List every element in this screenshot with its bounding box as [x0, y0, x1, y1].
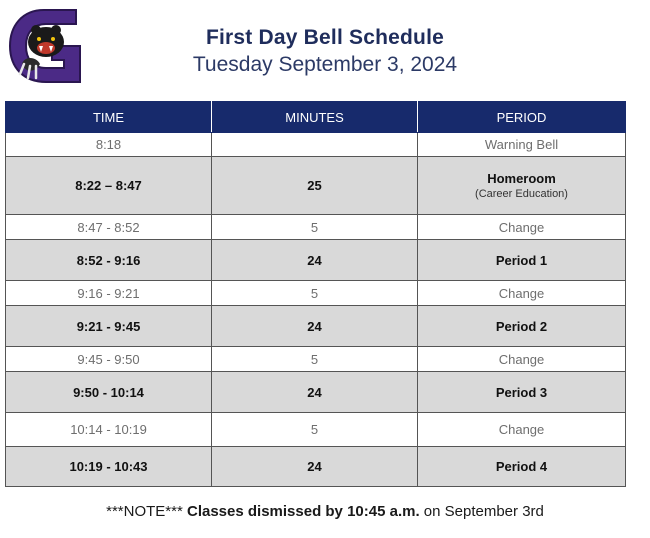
period-label: Homeroom: [487, 171, 556, 186]
time-cell: 8:52 - 9:16: [6, 240, 212, 281]
time-cell: 9:45 - 9:50: [6, 347, 212, 372]
period-cell: [418, 347, 626, 372]
minutes-cell: 24: [212, 372, 418, 413]
period-label: Period 2: [495, 318, 548, 334]
table-header-row: [6, 102, 626, 133]
minutes-cell: 24: [212, 306, 418, 347]
table-row: [6, 447, 626, 487]
table-row: [6, 215, 626, 240]
minutes-cell: 5: [212, 215, 418, 240]
note-prefix: ***NOTE***: [106, 503, 183, 520]
period-cell: [418, 157, 626, 215]
table-row: [6, 347, 626, 372]
minutes-cell: 24: [212, 240, 418, 281]
minutes-cell: 24: [212, 447, 418, 487]
minutes-cell: [212, 133, 418, 157]
dismissal-note: [0, 503, 650, 520]
period-cell: [418, 215, 626, 240]
period-cell: [418, 413, 626, 447]
column-header-minutes: MINUTES: [212, 102, 418, 133]
time-cell: 9:50 - 10:14: [6, 372, 212, 413]
time-cell: 10:14 - 10:19: [6, 413, 212, 447]
period-label: Change: [498, 285, 545, 301]
table-row: [6, 306, 626, 347]
table-row: [6, 240, 626, 281]
note-bold-text: Classes dismissed by 10:45 a.m.: [186, 503, 420, 520]
period-cell: [418, 281, 626, 306]
table-row: [6, 372, 626, 413]
table-row: [6, 413, 626, 447]
period-label: Period 3: [495, 384, 548, 400]
period-note: (Career Education): [475, 188, 568, 200]
minutes-cell: 5: [212, 347, 418, 372]
minutes-cell: 5: [212, 281, 418, 306]
period-cell: [418, 306, 626, 347]
time-cell: 8:22 – 8:47: [6, 157, 212, 215]
period-label: Change: [498, 351, 545, 367]
table-row: [6, 281, 626, 306]
column-header-period: PERIOD: [418, 102, 626, 133]
period-label: Period 4: [495, 459, 548, 474]
minutes-cell: 5: [212, 413, 418, 447]
period-cell: [418, 133, 626, 157]
minutes-cell: 25: [212, 157, 418, 215]
table-row: [6, 157, 626, 215]
time-cell: 8:47 - 8:52: [6, 215, 212, 240]
time-cell: 10:19 - 10:43: [6, 447, 212, 487]
period-cell: [418, 372, 626, 413]
period-label: Warning Bell: [484, 137, 559, 152]
note-suffix: on September 3rd: [423, 503, 544, 520]
page-subtitle: Tuesday September 3, 2024: [192, 53, 458, 76]
period-cell: [418, 447, 626, 487]
bell-schedule-table: [5, 101, 626, 487]
bear-claw-mascot-logo: [6, 6, 82, 88]
time-cell: 9:16 - 9:21: [6, 281, 212, 306]
period-label: Period 1: [495, 252, 548, 268]
column-header-time: TIME: [6, 102, 212, 133]
period-label: Change: [498, 422, 545, 437]
period-cell: [418, 240, 626, 281]
time-cell: 9:21 - 9:45: [6, 306, 212, 347]
period-label: Change: [498, 219, 545, 235]
table-row: [6, 133, 626, 157]
time-cell: 8:18: [6, 133, 212, 157]
page-title: First Day Bell Schedule: [205, 26, 444, 49]
